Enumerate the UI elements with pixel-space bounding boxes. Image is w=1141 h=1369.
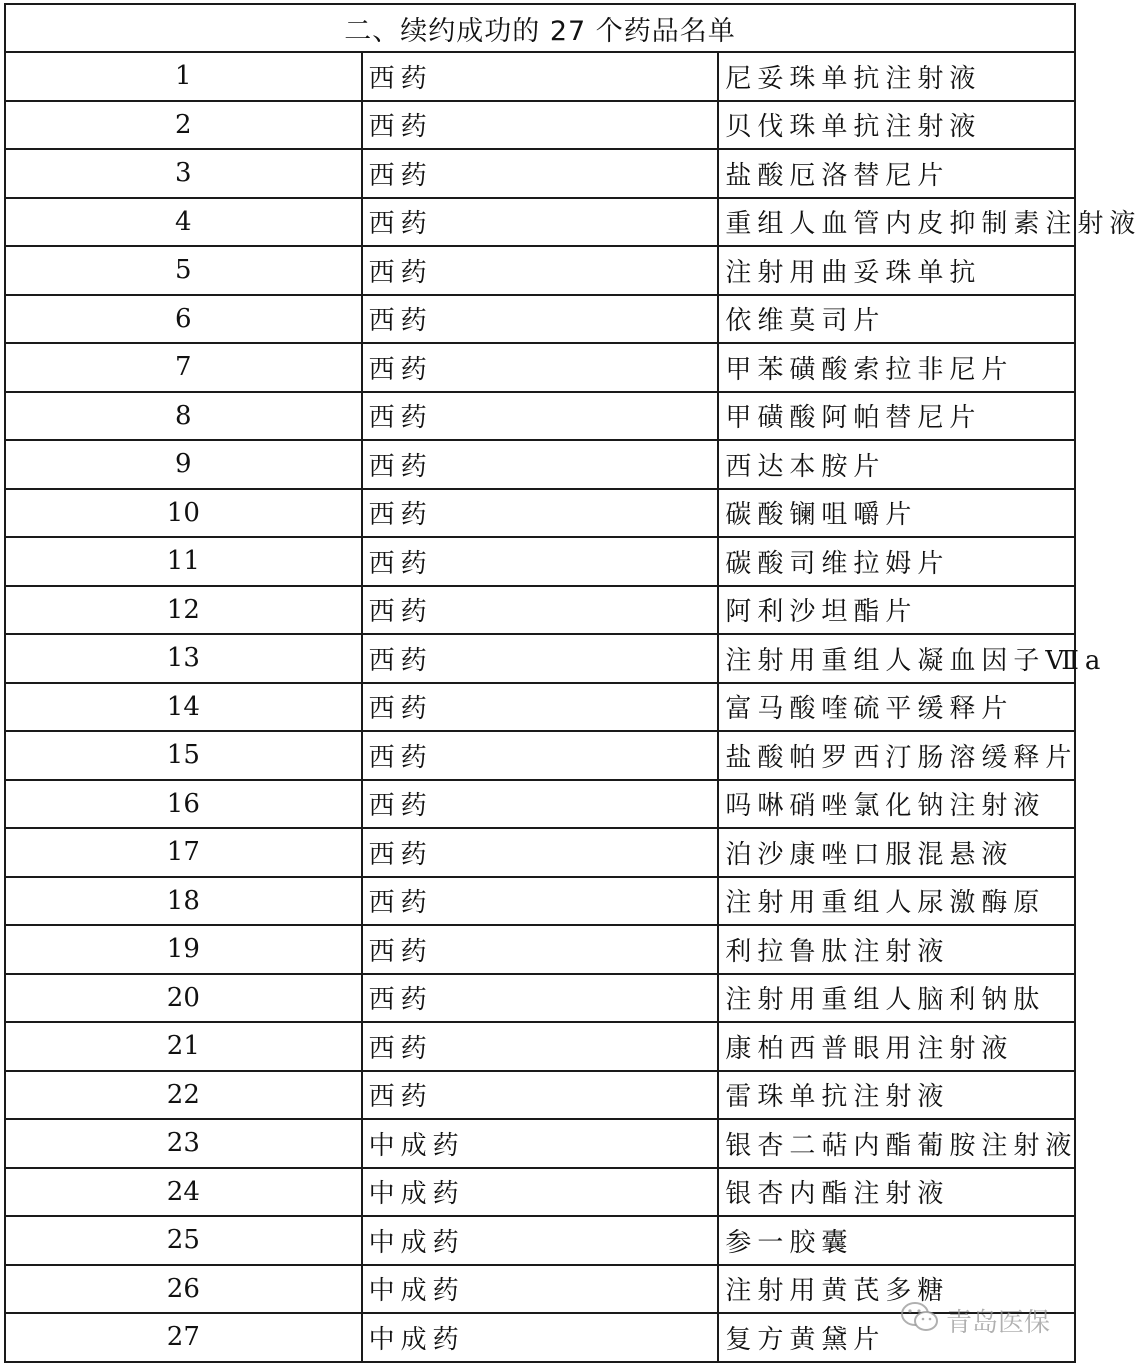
row-drug-name: 注射用重组人尿激酶原 bbox=[718, 877, 1075, 926]
row-drug-name: 西达本胺片 bbox=[718, 440, 1075, 489]
row-drug-name: 吗啉硝唑氯化钠注射液 bbox=[718, 780, 1075, 829]
row-number: 4 bbox=[5, 198, 362, 247]
row-category: 西药 bbox=[362, 52, 719, 101]
row-category: 中成药 bbox=[362, 1216, 719, 1265]
row-number: 10 bbox=[5, 489, 362, 538]
row-drug-name: 参一胶囊 bbox=[718, 1216, 1075, 1265]
table-body bbox=[5, 4, 1141, 1362]
row-number: 5 bbox=[5, 246, 362, 295]
row-category: 西药 bbox=[362, 440, 719, 489]
table-row bbox=[5, 52, 1075, 101]
row-number: 11 bbox=[5, 537, 362, 586]
row-number: 2 bbox=[5, 101, 362, 150]
table-row bbox=[5, 440, 1075, 489]
table-row bbox=[5, 877, 1075, 926]
row-category: 中成药 bbox=[362, 1313, 719, 1362]
row-number: 6 bbox=[5, 295, 362, 344]
row-category: 西药 bbox=[362, 246, 719, 295]
row-number: 3 bbox=[5, 149, 362, 198]
row-drug-name: 康柏西普眼用注射液 bbox=[718, 1022, 1075, 1071]
row-drug-name: 注射用黄芪多糖 bbox=[718, 1265, 1075, 1314]
row-number: 8 bbox=[5, 392, 362, 441]
row-category: 西药 bbox=[362, 101, 719, 150]
table-row bbox=[5, 634, 1075, 683]
table-row bbox=[5, 974, 1075, 1023]
row-number: 9 bbox=[5, 440, 362, 489]
row-drug-name: 注射用重组人脑利钠肽 bbox=[718, 974, 1075, 1023]
row-drug-name: 盐酸帕罗西汀肠溶缓释片 bbox=[718, 731, 1075, 780]
row-number: 14 bbox=[5, 683, 362, 732]
row-number: 20 bbox=[5, 974, 362, 1023]
row-drug-name: 甲苯磺酸索拉非尼片 bbox=[718, 343, 1075, 392]
row-category: 中成药 bbox=[362, 1168, 719, 1217]
table-row bbox=[5, 1216, 1075, 1265]
row-drug-name: 利拉鲁肽注射液 bbox=[718, 925, 1075, 974]
row-number: 12 bbox=[5, 586, 362, 635]
drug-list-table bbox=[4, 3, 1141, 1363]
table-row bbox=[5, 392, 1075, 441]
row-number: 24 bbox=[5, 1168, 362, 1217]
table-row bbox=[5, 198, 1075, 247]
row-category: 西药 bbox=[362, 1071, 719, 1120]
row-category: 中成药 bbox=[362, 1119, 719, 1168]
table-row bbox=[5, 1168, 1075, 1217]
row-number: 16 bbox=[5, 780, 362, 829]
row-drug-name: 富马酸喹硫平缓释片 bbox=[718, 683, 1075, 732]
row-drug-name: 尼妥珠单抗注射液 bbox=[718, 52, 1075, 101]
watermark bbox=[900, 1300, 1050, 1341]
row-category: 西药 bbox=[362, 780, 719, 829]
row-category: 西药 bbox=[362, 828, 719, 877]
row-category: 西药 bbox=[362, 149, 719, 198]
row-drug-name: 甲磺酸阿帕替尼片 bbox=[718, 392, 1075, 441]
row-category: 西药 bbox=[362, 1022, 719, 1071]
row-category: 西药 bbox=[362, 489, 719, 538]
row-category: 中成药 bbox=[362, 1265, 719, 1314]
row-drug-name: 依维莫司片 bbox=[718, 295, 1075, 344]
table-title-row bbox=[5, 4, 1075, 52]
row-category: 西药 bbox=[362, 537, 719, 586]
table-row bbox=[5, 343, 1075, 392]
row-category: 西药 bbox=[362, 634, 719, 683]
table-row bbox=[5, 489, 1075, 538]
row-drug-name: 复方黄黛片 bbox=[718, 1313, 1075, 1362]
row-category: 西药 bbox=[362, 974, 719, 1023]
row-drug-name: 贝伐珠单抗注射液 bbox=[718, 101, 1075, 150]
row-number: 22 bbox=[5, 1071, 362, 1120]
row-drug-name: 重组人血管内皮抑制素注射液 bbox=[718, 198, 1075, 247]
table-row bbox=[5, 780, 1075, 829]
row-drug-name: 阿利沙坦酯片 bbox=[718, 586, 1075, 635]
row-number: 13 bbox=[5, 634, 362, 683]
row-category: 西药 bbox=[362, 731, 719, 780]
row-category: 西药 bbox=[362, 586, 719, 635]
row-category: 西药 bbox=[362, 392, 719, 441]
row-drug-name: 银杏二萜内酯葡胺注射液 bbox=[718, 1119, 1075, 1168]
row-number: 19 bbox=[5, 925, 362, 974]
row-number: 7 bbox=[5, 343, 362, 392]
table-row bbox=[5, 683, 1075, 732]
row-drug-name: 注射用重组人凝血因子Ⅶa bbox=[718, 634, 1075, 683]
row-category: 西药 bbox=[362, 343, 719, 392]
table-row bbox=[5, 1022, 1075, 1071]
row-number: 21 bbox=[5, 1022, 362, 1071]
table-row bbox=[5, 295, 1075, 344]
table-row bbox=[5, 925, 1075, 974]
row-category: 西药 bbox=[362, 925, 719, 974]
wechat-icon bbox=[900, 1300, 940, 1341]
row-drug-name: 泊沙康唑口服混悬液 bbox=[718, 828, 1075, 877]
row-drug-name: 盐酸厄洛替尼片 bbox=[718, 149, 1075, 198]
watermark-text: 青岛医保 bbox=[945, 1308, 1050, 1338]
table-row bbox=[5, 1119, 1075, 1168]
table-row bbox=[5, 537, 1075, 586]
row-drug-name: 雷珠单抗注射液 bbox=[718, 1071, 1075, 1120]
row-number: 1 bbox=[5, 52, 362, 101]
table-row bbox=[5, 731, 1075, 780]
table-row bbox=[5, 586, 1075, 635]
row-number: 27 bbox=[5, 1313, 362, 1362]
table-row bbox=[5, 1071, 1075, 1120]
row-number: 17 bbox=[5, 828, 362, 877]
row-category: 西药 bbox=[362, 295, 719, 344]
table-row bbox=[5, 246, 1075, 295]
table-row bbox=[5, 101, 1075, 150]
row-drug-name: 碳酸司维拉姆片 bbox=[718, 537, 1075, 586]
row-drug-name: 银杏内酯注射液 bbox=[718, 1168, 1075, 1217]
row-drug-name: 注射用曲妥珠单抗 bbox=[718, 246, 1075, 295]
row-number: 25 bbox=[5, 1216, 362, 1265]
row-number: 23 bbox=[5, 1119, 362, 1168]
row-number: 15 bbox=[5, 731, 362, 780]
table-row bbox=[5, 149, 1075, 198]
table-title: 二、续约成功的 27 个药品名单 bbox=[5, 4, 1075, 52]
table-row bbox=[5, 828, 1075, 877]
row-number: 18 bbox=[5, 877, 362, 926]
row-category: 西药 bbox=[362, 683, 719, 732]
row-drug-name: 碳酸镧咀嚼片 bbox=[718, 489, 1075, 538]
row-category: 西药 bbox=[362, 877, 719, 926]
row-number: 26 bbox=[5, 1265, 362, 1314]
row-category: 西药 bbox=[362, 198, 719, 247]
